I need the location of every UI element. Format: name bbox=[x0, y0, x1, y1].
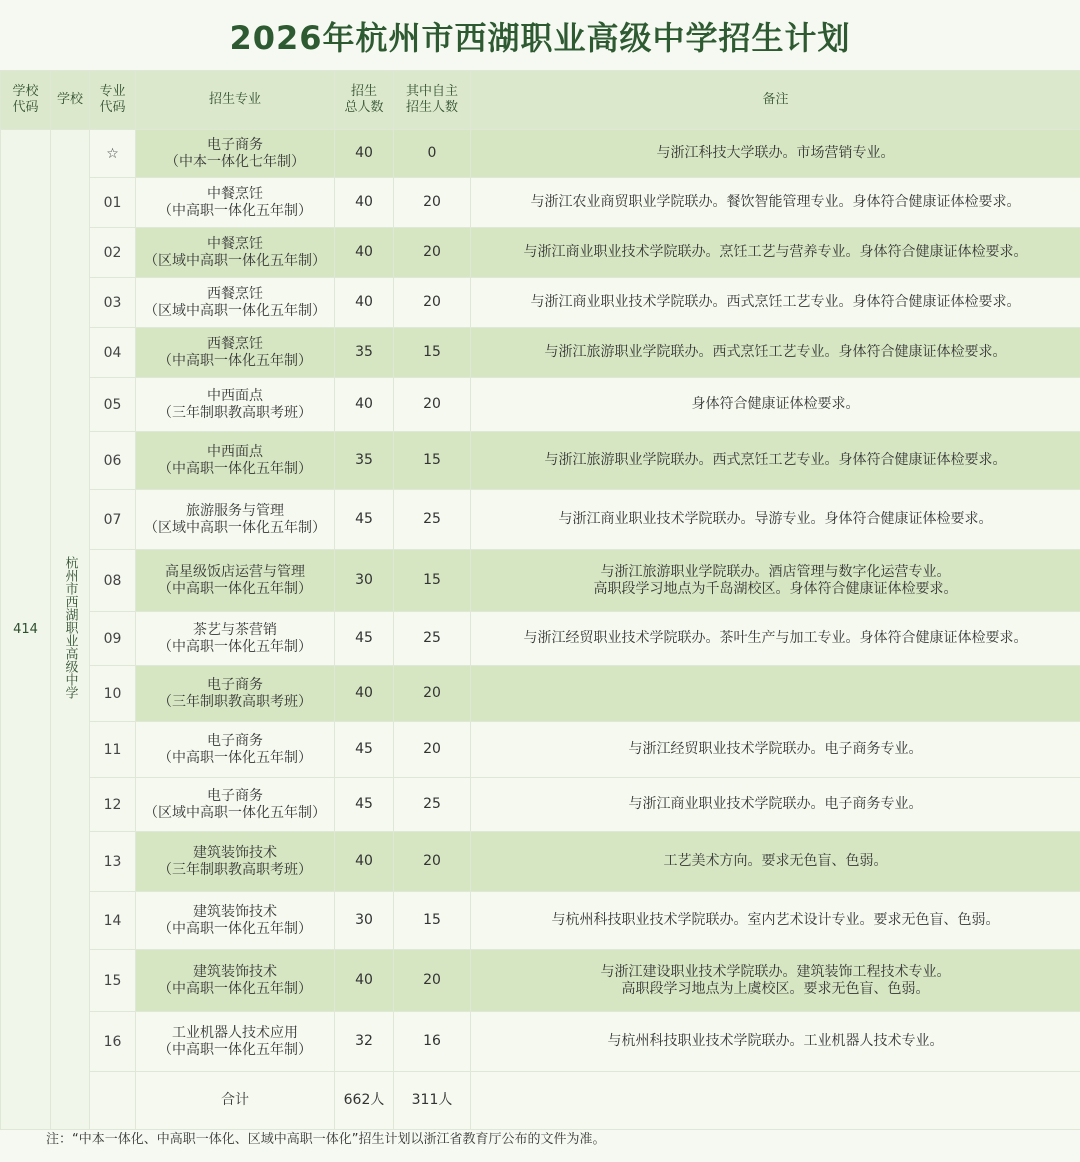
major-cell bbox=[136, 278, 335, 328]
self-enroll-count: 20 bbox=[423, 741, 441, 757]
remark-text: 与浙江建设职业技术学院联办。建筑装饰工程技术专业。 高职段学习地点为上虞校区。要求无色盲、色弱。 bbox=[600, 963, 951, 997]
remark-cell bbox=[471, 228, 1080, 278]
major-name: 电子商务 bbox=[207, 732, 263, 749]
major-name: 建筑装饰技术 bbox=[193, 903, 277, 920]
remark-text: 身体符合健康证体检要求。 bbox=[691, 396, 860, 412]
remark-text: 与浙江经贸职业技术学院联办。茶叶生产与加工专业。身体符合健康证体检要求。 bbox=[523, 630, 1028, 646]
self-enroll-count: 20 bbox=[423, 244, 441, 260]
remark-text: 与浙江商业职业技术学院联办。西式烹饪工艺专业。身体符合健康证体检要求。 bbox=[530, 294, 1021, 310]
major-code: 04 bbox=[103, 344, 122, 361]
self-enroll-cell bbox=[394, 950, 471, 1012]
total-cell bbox=[335, 378, 394, 432]
total-count: 30 bbox=[355, 912, 373, 928]
major-code-cell bbox=[90, 378, 136, 432]
totals-total-cell bbox=[335, 1072, 394, 1130]
total-cell bbox=[335, 950, 394, 1012]
major-code: 09 bbox=[103, 630, 122, 647]
total-cell bbox=[335, 892, 394, 950]
remark-cell bbox=[471, 892, 1080, 950]
major-system: （三年制职教高职考班） bbox=[158, 404, 312, 421]
table-row bbox=[1, 722, 1080, 778]
major-code: 08 bbox=[103, 572, 122, 589]
remark-cell bbox=[471, 432, 1080, 490]
major-code: 12 bbox=[103, 796, 122, 813]
header-self-enroll bbox=[394, 71, 471, 130]
self-enroll-cell bbox=[394, 666, 471, 722]
totals-code-cell bbox=[90, 1072, 136, 1130]
major-code: 01 bbox=[103, 194, 122, 211]
remark-text: 与浙江商业职业技术学院联办。烹饪工艺与营养专业。身体符合健康证体检要求。 bbox=[523, 244, 1028, 260]
major-code: ☆ bbox=[106, 145, 119, 162]
page-title: 2026年杭州市西湖职业高级中学招生计划 bbox=[229, 19, 851, 57]
header-major bbox=[136, 71, 335, 130]
major-code-cell bbox=[90, 130, 136, 178]
major-cell bbox=[136, 612, 335, 666]
table-row bbox=[1, 490, 1080, 550]
remark-text: 工艺美术方向。要求无色盲、色弱。 bbox=[663, 853, 888, 869]
remark-cell bbox=[471, 490, 1080, 550]
self-enroll-cell bbox=[394, 130, 471, 178]
major-code: 07 bbox=[103, 511, 122, 528]
major-cell bbox=[136, 130, 335, 178]
major-code-cell bbox=[90, 178, 136, 228]
header-school-text: 学校 bbox=[56, 92, 83, 107]
self-enroll-cell bbox=[394, 778, 471, 832]
self-enroll-cell bbox=[394, 612, 471, 666]
table-header-row bbox=[1, 71, 1080, 130]
major-code: 14 bbox=[103, 912, 122, 929]
total-cell bbox=[335, 490, 394, 550]
self-enroll-count: 15 bbox=[423, 344, 441, 360]
table-row bbox=[1, 178, 1080, 228]
header-remark bbox=[471, 71, 1080, 130]
self-enroll-count: 20 bbox=[423, 194, 441, 210]
major-code: 15 bbox=[103, 972, 122, 989]
remark-text: 与浙江农业商贸职业学院联办。餐饮智能管理专业。身体符合健康证体检要求。 bbox=[530, 194, 1021, 210]
school-code-cell bbox=[1, 130, 51, 1130]
major-name: 建筑装饰技术 bbox=[193, 963, 277, 980]
major-code: 10 bbox=[103, 685, 122, 702]
total-cell bbox=[335, 778, 394, 832]
totals-self-cell bbox=[394, 1072, 471, 1130]
total-count: 45 bbox=[355, 630, 373, 646]
major-system: （中高职一体化五年制） bbox=[158, 980, 312, 997]
total-count: 40 bbox=[355, 853, 373, 869]
total-cell bbox=[335, 550, 394, 612]
remark-text: 与浙江商业职业技术学院联办。导游专业。身体符合健康证体检要求。 bbox=[558, 511, 993, 527]
footnote: 注：“中本一体化、中高职一体化、区域中高职一体化”招生计划以浙江省教育厅公布的文件为准。 bbox=[46, 1132, 606, 1147]
self-enroll-cell bbox=[394, 278, 471, 328]
major-system: （三年制职教高职考班） bbox=[158, 693, 312, 710]
table-row bbox=[1, 950, 1080, 1012]
major-name: 中西面点 bbox=[207, 443, 263, 460]
major-system: （中高职一体化五年制） bbox=[158, 749, 312, 766]
remark-cell bbox=[471, 178, 1080, 228]
major-name: 工业机器人技术应用 bbox=[172, 1024, 298, 1041]
table-row bbox=[1, 550, 1080, 612]
totals-total: 662人 bbox=[343, 1092, 385, 1108]
table-row bbox=[1, 432, 1080, 490]
major-code-cell bbox=[90, 832, 136, 892]
major-cell bbox=[136, 490, 335, 550]
table-row bbox=[1, 1012, 1080, 1072]
major-cell bbox=[136, 778, 335, 832]
major-system: （中高职一体化五年制） bbox=[158, 920, 312, 937]
remark-cell bbox=[471, 612, 1080, 666]
header-school bbox=[51, 71, 90, 130]
self-enroll-count: 20 bbox=[423, 396, 441, 412]
remark-cell bbox=[471, 666, 1080, 722]
major-code: 02 bbox=[103, 244, 122, 261]
major-system: （中高职一体化五年制） bbox=[158, 638, 312, 655]
major-system: （区域中高职一体化五年制） bbox=[144, 252, 326, 269]
header-total-text: 招生 总人数 bbox=[344, 84, 384, 115]
self-enroll-count: 20 bbox=[423, 972, 441, 988]
major-system: （区域中高职一体化五年制） bbox=[144, 519, 326, 536]
self-enroll-count: 15 bbox=[423, 912, 441, 928]
major-code: 11 bbox=[103, 741, 122, 758]
major-cell bbox=[136, 378, 335, 432]
header-major-text: 招生专业 bbox=[208, 92, 261, 107]
total-count: 32 bbox=[355, 1033, 373, 1049]
major-code-cell bbox=[90, 490, 136, 550]
self-enroll-cell bbox=[394, 550, 471, 612]
totals-label-cell bbox=[136, 1072, 335, 1130]
major-code: 05 bbox=[103, 396, 122, 413]
self-enroll-count: 15 bbox=[423, 452, 441, 468]
major-cell bbox=[136, 178, 335, 228]
self-enroll-count: 20 bbox=[423, 853, 441, 869]
remark-cell bbox=[471, 278, 1080, 328]
total-cell bbox=[335, 328, 394, 378]
table-row bbox=[1, 666, 1080, 722]
major-name: 旅游服务与管理 bbox=[186, 502, 284, 519]
table-row bbox=[1, 130, 1080, 178]
major-name: 茶艺与茶营销 bbox=[193, 621, 277, 638]
major-code: 03 bbox=[103, 294, 122, 311]
major-code-cell bbox=[90, 666, 136, 722]
total-cell bbox=[335, 832, 394, 892]
major-code: 13 bbox=[103, 853, 122, 870]
major-name: 西餐烹饪 bbox=[207, 335, 263, 352]
major-system: （区域中高职一体化五年制） bbox=[144, 804, 326, 821]
major-system: （区域中高职一体化五年制） bbox=[144, 302, 326, 319]
major-cell bbox=[136, 328, 335, 378]
major-code-cell bbox=[90, 550, 136, 612]
major-code: 16 bbox=[103, 1033, 122, 1050]
header-total bbox=[335, 71, 394, 130]
major-cell bbox=[136, 722, 335, 778]
table-row bbox=[1, 832, 1080, 892]
major-code-cell bbox=[90, 432, 136, 490]
header-remark-text: 备注 bbox=[762, 92, 789, 107]
self-enroll-cell bbox=[394, 832, 471, 892]
total-count: 35 bbox=[355, 452, 373, 468]
table-row bbox=[1, 378, 1080, 432]
self-enroll-count: 25 bbox=[423, 796, 441, 812]
self-enroll-count: 20 bbox=[423, 685, 441, 701]
major-system: （中高职一体化五年制） bbox=[158, 1041, 312, 1058]
self-enroll-cell bbox=[394, 892, 471, 950]
remark-text: 与浙江旅游职业学院联办。西式烹饪工艺专业。身体符合健康证体检要求。 bbox=[544, 344, 1007, 360]
major-name: 西餐烹饪 bbox=[207, 285, 263, 302]
self-enroll-count: 0 bbox=[427, 145, 437, 161]
total-count: 35 bbox=[355, 344, 373, 360]
self-enroll-cell bbox=[394, 432, 471, 490]
header-major-code bbox=[90, 71, 136, 130]
total-count: 40 bbox=[355, 145, 373, 161]
totals-self: 311人 bbox=[411, 1092, 453, 1108]
remark-cell bbox=[471, 722, 1080, 778]
major-cell bbox=[136, 1012, 335, 1072]
total-count: 45 bbox=[355, 796, 373, 812]
remark-text: 与浙江经贸职业技术学院联办。电子商务专业。 bbox=[628, 741, 923, 757]
major-name: 高星级饭店运营与管理 bbox=[165, 563, 305, 580]
major-code-cell bbox=[90, 612, 136, 666]
major-system: （中高职一体化五年制） bbox=[158, 352, 312, 369]
self-enroll-count: 15 bbox=[423, 572, 441, 588]
total-cell bbox=[335, 228, 394, 278]
self-enroll-count: 20 bbox=[423, 294, 441, 310]
header-school-code-text: 学校 代码 bbox=[12, 84, 39, 115]
total-cell bbox=[335, 666, 394, 722]
major-name: 电子商务 bbox=[207, 787, 263, 804]
total-count: 30 bbox=[355, 572, 373, 588]
major-code-cell bbox=[90, 892, 136, 950]
remark-text: 与杭州科技职业技术学院联办。工业机器人技术专业。 bbox=[607, 1033, 944, 1049]
major-code-cell bbox=[90, 328, 136, 378]
total-count: 40 bbox=[355, 396, 373, 412]
table-row bbox=[1, 328, 1080, 378]
remark-text: 与浙江商业职业技术学院联办。电子商务专业。 bbox=[628, 796, 923, 812]
remark-cell bbox=[471, 130, 1080, 178]
remark-text: 与浙江旅游职业学院联办。酒店管理与数字化运营专业。 高职段学习地点为千岛湖校区。身体符合健康证体检要求。 bbox=[593, 563, 958, 597]
major-system: （三年制职教高职考班） bbox=[158, 861, 312, 878]
remark-text: 与杭州科技职业技术学院联办。室内艺术设计专业。要求无色盲、色弱。 bbox=[551, 912, 1000, 928]
major-code-cell bbox=[90, 1012, 136, 1072]
total-cell bbox=[335, 278, 394, 328]
major-cell bbox=[136, 666, 335, 722]
major-name: 中西面点 bbox=[207, 387, 263, 404]
school-code: 414 bbox=[13, 622, 38, 637]
remark-text: 与浙江科技大学联办。市场营销专业。 bbox=[656, 145, 895, 161]
major-cell bbox=[136, 550, 335, 612]
school-name-cell bbox=[51, 130, 90, 1130]
remark-cell bbox=[471, 1012, 1080, 1072]
total-cell bbox=[335, 722, 394, 778]
totals-row bbox=[1, 1072, 1080, 1130]
total-cell bbox=[335, 130, 394, 178]
major-name: 建筑装饰技术 bbox=[193, 844, 277, 861]
self-enroll-count: 25 bbox=[423, 630, 441, 646]
major-cell bbox=[136, 950, 335, 1012]
self-enroll-cell bbox=[394, 1012, 471, 1072]
major-code-cell bbox=[90, 228, 136, 278]
major-code: 06 bbox=[103, 452, 122, 469]
self-enroll-cell bbox=[394, 328, 471, 378]
major-code-cell bbox=[90, 778, 136, 832]
header-self-enroll-text: 其中自主 招生人数 bbox=[405, 84, 458, 115]
self-enroll-cell bbox=[394, 378, 471, 432]
total-count: 40 bbox=[355, 972, 373, 988]
major-system: （中高职一体化五年制） bbox=[158, 202, 312, 219]
total-count: 40 bbox=[355, 294, 373, 310]
major-system: （中高职一体化五年制） bbox=[158, 580, 312, 597]
self-enroll-cell bbox=[394, 178, 471, 228]
major-code-cell bbox=[90, 278, 136, 328]
remark-cell bbox=[471, 550, 1080, 612]
table-row bbox=[1, 228, 1080, 278]
self-enroll-cell bbox=[394, 490, 471, 550]
major-cell bbox=[136, 832, 335, 892]
table-body bbox=[1, 130, 1080, 1130]
major-name: 电子商务 bbox=[207, 676, 263, 693]
major-cell bbox=[136, 228, 335, 278]
remark-cell bbox=[471, 950, 1080, 1012]
total-count: 40 bbox=[355, 194, 373, 210]
major-code-cell bbox=[90, 722, 136, 778]
major-name: 中餐烹饪 bbox=[207, 185, 263, 202]
major-code-cell bbox=[90, 950, 136, 1012]
totals-remark-cell bbox=[471, 1072, 1080, 1130]
total-count: 45 bbox=[355, 511, 373, 527]
remark-text: 与浙江旅游职业学院联办。西式烹饪工艺专业。身体符合健康证体检要求。 bbox=[544, 452, 1007, 468]
self-enroll-count: 16 bbox=[423, 1033, 441, 1049]
enrollment-table bbox=[0, 70, 1080, 1130]
major-system: （中本一体化七年制） bbox=[165, 153, 305, 170]
total-count: 45 bbox=[355, 741, 373, 757]
major-cell bbox=[136, 892, 335, 950]
table-row bbox=[1, 612, 1080, 666]
school-name: 杭州市西湖职业高级中学 bbox=[62, 556, 78, 699]
table-row bbox=[1, 892, 1080, 950]
major-system: （中高职一体化五年制） bbox=[158, 460, 312, 477]
remark-cell bbox=[471, 832, 1080, 892]
major-name: 电子商务 bbox=[207, 136, 263, 153]
major-cell bbox=[136, 432, 335, 490]
total-count: 40 bbox=[355, 244, 373, 260]
total-cell bbox=[335, 432, 394, 490]
self-enroll-count: 25 bbox=[423, 511, 441, 527]
total-cell bbox=[335, 178, 394, 228]
table-row bbox=[1, 278, 1080, 328]
total-cell bbox=[335, 1012, 394, 1072]
remark-cell bbox=[471, 378, 1080, 432]
totals-label: 合计 bbox=[221, 1092, 249, 1108]
self-enroll-cell bbox=[394, 228, 471, 278]
table-row bbox=[1, 778, 1080, 832]
header-major-code-text: 专业 代码 bbox=[99, 84, 126, 115]
header-school-code bbox=[1, 71, 51, 130]
total-count: 40 bbox=[355, 685, 373, 701]
major-name: 中餐烹饪 bbox=[207, 235, 263, 252]
remark-cell bbox=[471, 328, 1080, 378]
self-enroll-cell bbox=[394, 722, 471, 778]
remark-cell bbox=[471, 778, 1080, 832]
total-cell bbox=[335, 612, 394, 666]
